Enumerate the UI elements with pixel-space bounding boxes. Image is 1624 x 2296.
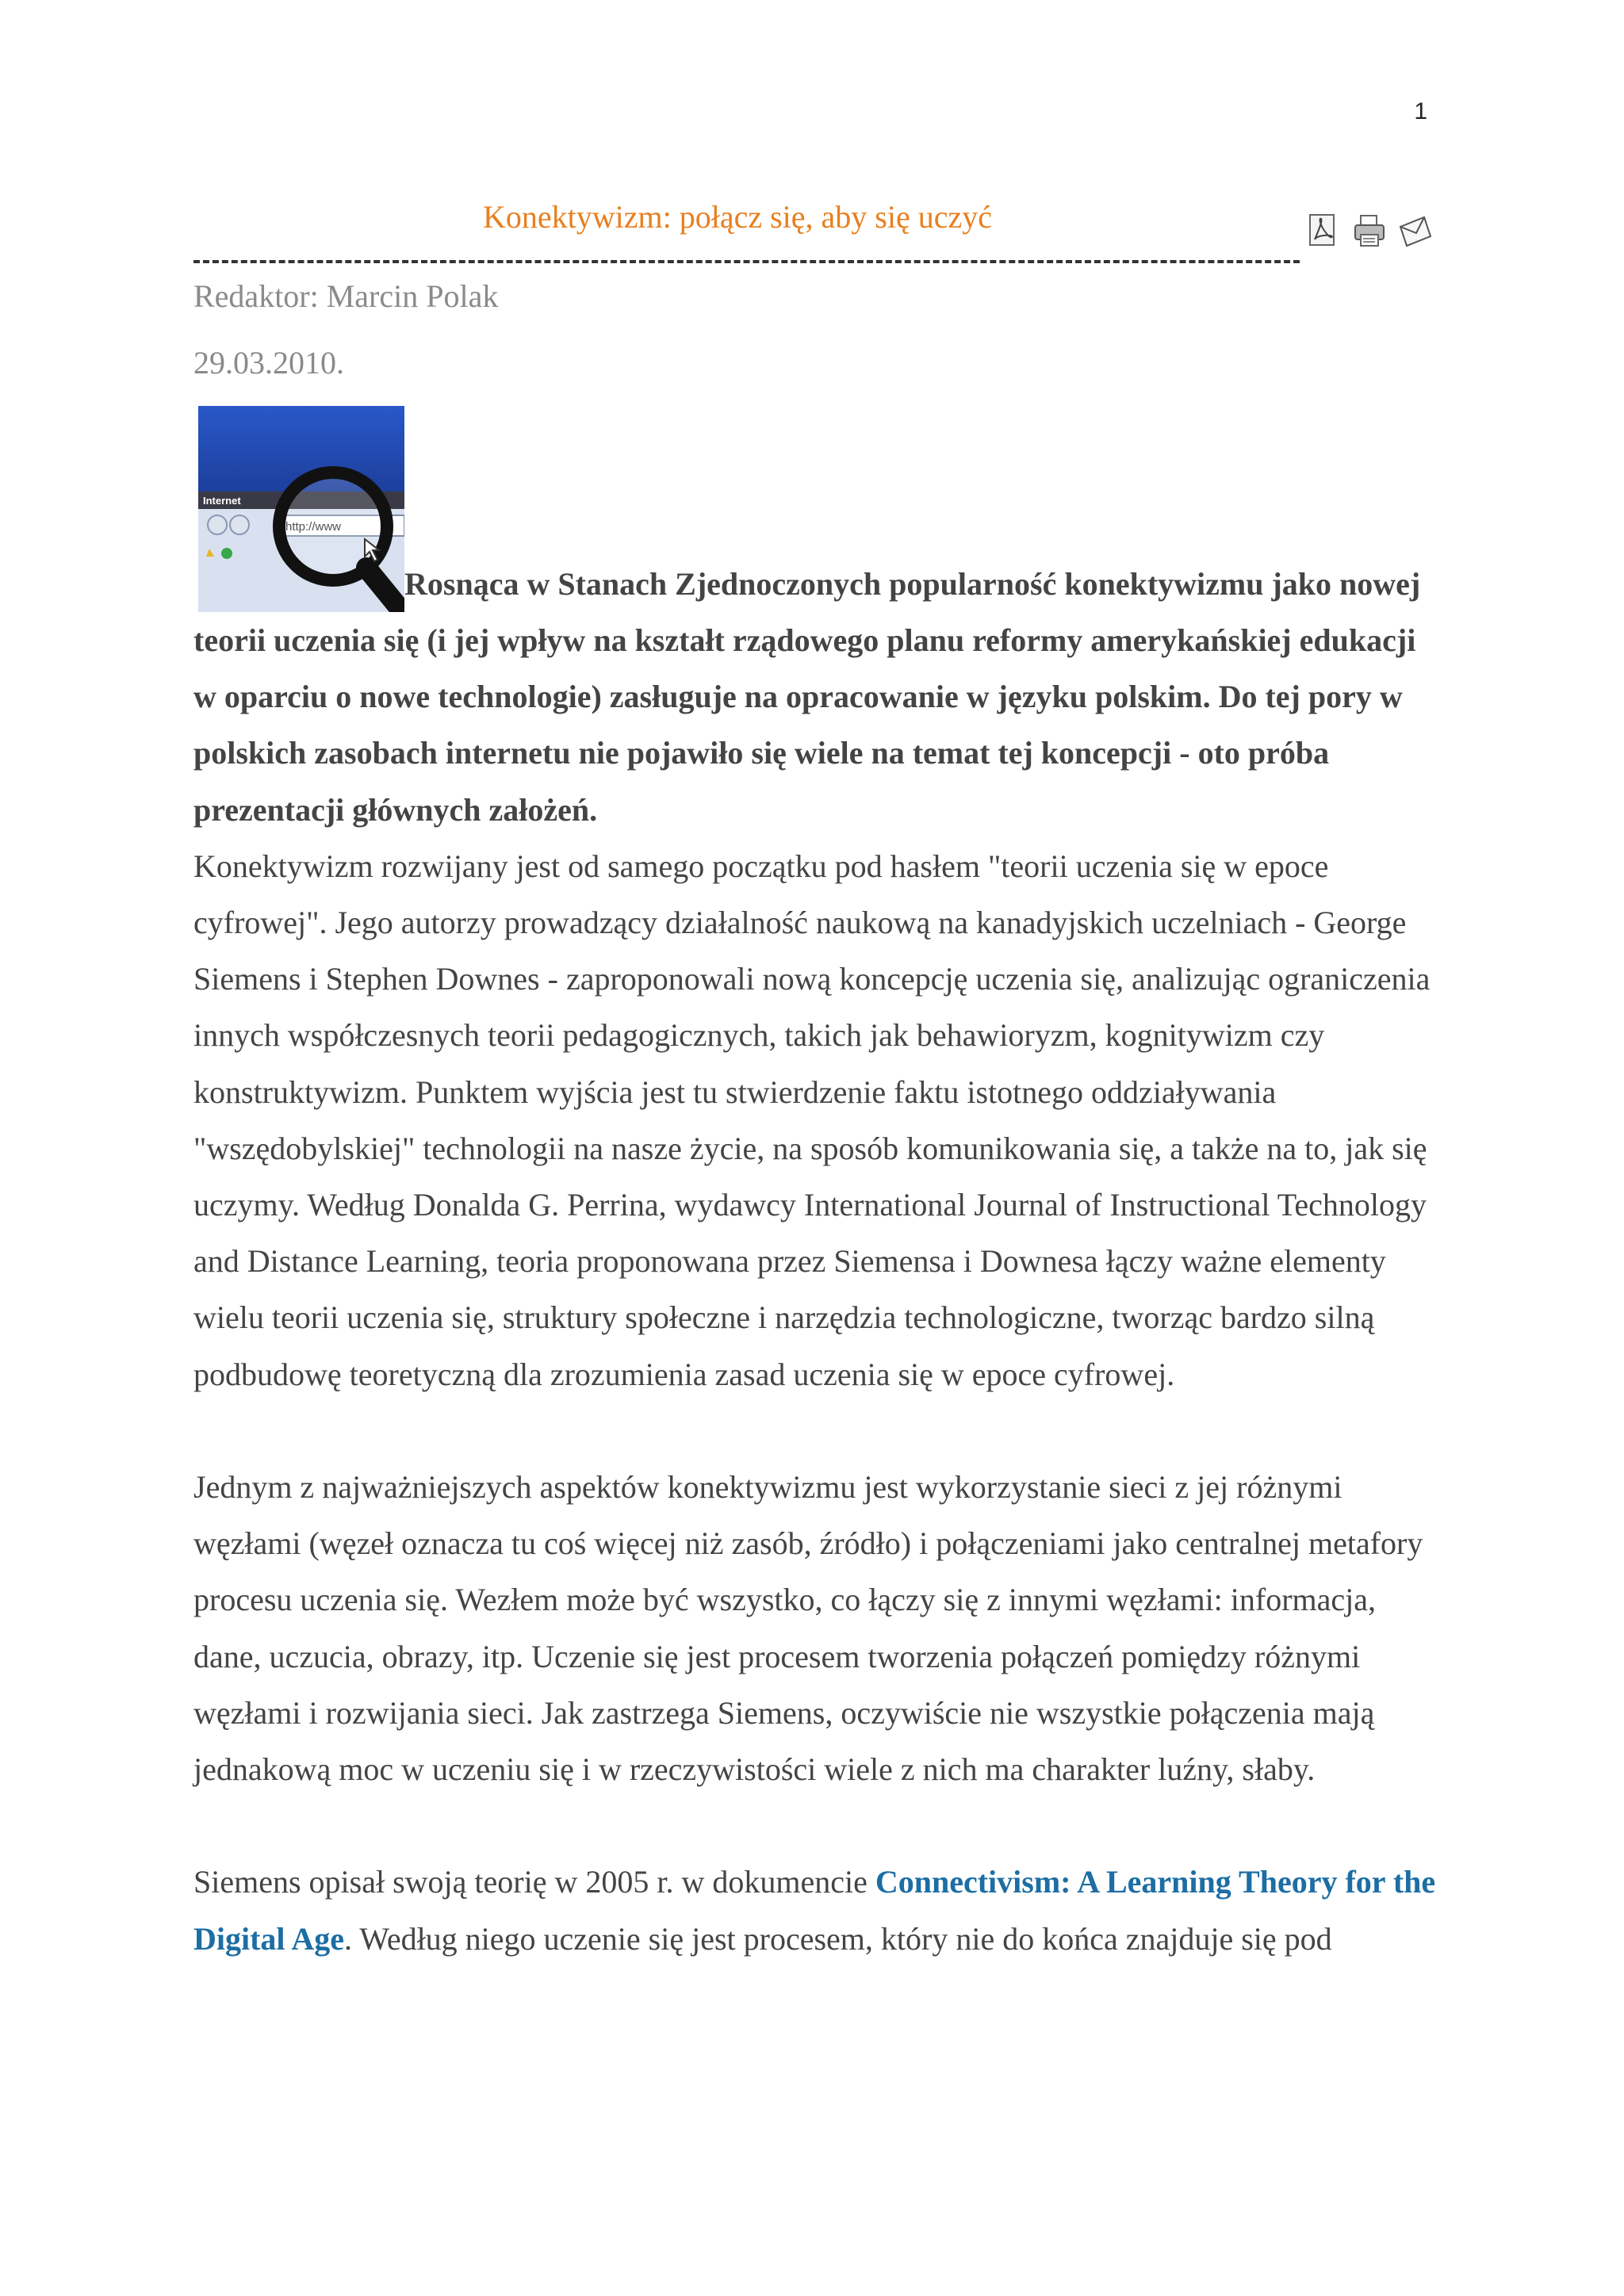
paragraph-1: Konektywizm rozwijany jest od samego początku pod hasłem "teorii uczenia się w epoce cyfrowej". Jego autorzy prowadzący działalność naukową na kanadyjskich uczelniach - George Siemens i Stephen Downes - zaproponowali nową koncepcję uczenia się, analizując ograniczenia innych współczesnych teorii pedagogicznych, takich jak behawioryzm, kognitywizm czy konstruktywizm. Punktem wyjścia jest tu stwierdzenie faktu istotnego oddziaływania "wszędobylskiej" technologii na nasze życie, na sposób komunikowania się, a także na to, jak się uczymy. Według Donalda G. Perrina, wydawcy International Journal of Instructional Technology and Distance Learning, teoria proponowana przez Siemensa i Downesa łączy ważne elementy wielu teorii uczenia się, struktury społeczne i narzędzia technologiczne, tworząc bardzo silną podbudowę teoretyczną dla zrozumienia zasad uczenia się w epoce cyfrowej.	[193, 848, 1431, 1392]
svg-text:Internet: Internet	[203, 495, 241, 507]
paragraph-3-end: . Według niego uczenie się jest procesem, który nie do końca znajduje się pod	[343, 1920, 1332, 1957]
pdf-icon[interactable]	[1305, 212, 1342, 249]
lead-paragraph	[193, 406, 1438, 838]
lead-text: Rosnąca w Stanach Zjednoczonych popularność konektywizmu jako nowej teorii uczenia się (i jej wpływ na kształt rządowego planu reformy amerykańskiej edukacji w oparciu o nowe technologie) zasługuje na opracowanie w języku polskim. Do tej pory w polskich zasobach internetu nie pojawiło się wiele na temat tej koncepcji - oto próba prezentacji głównych założeń.	[193, 565, 1421, 828]
article-header	[193, 195, 1437, 266]
paragraph-spacer	[193, 1402, 1438, 1459]
paragraph-3-start: Siemens opisał swoją teorię w 2005 r. w dokumencie	[193, 1864, 875, 1900]
email-icon[interactable]	[1397, 212, 1434, 249]
magnifier-internet-image	[198, 406, 404, 612]
print-icon[interactable]	[1351, 212, 1388, 249]
article-tools	[1305, 212, 1434, 249]
article-title: Konektywizm: połącz się, aby się uczyć	[483, 199, 992, 235]
paragraph-3	[193, 1854, 1438, 1966]
article-body	[193, 406, 1438, 1967]
paragraph-spacer	[193, 1797, 1438, 1854]
title-divider	[193, 260, 1300, 263]
page-number: 1	[1414, 98, 1427, 124]
connectivism-document-link[interactable]: Connectivism: A Learning Theory for the Digital Age	[193, 1864, 1436, 1957]
paragraph-2: Jednym z najważniejszych aspektów konektywizmu jest wykorzystanie sieci z jej różnymi węzłami (węzeł oznacza tu coś więcej niż zasób, źródło) i połączeniami jako centralnej metafory procesu uczenia się. Wezłem może być wszystko, co łączy się z innymi węzłami: informacja, dane, uczucia, obrazy, itp. Uczenie się jest procesem tworzenia połączeń pomiędzy różnymi węzłami i rozwijania sieci. Jak zastrzega Siemens, oczywiście nie wszystkie połączenia mają jednakową moc w uczeniu się i w rzeczywistości wiele z nich ma charakter luźny, słaby.	[193, 1469, 1423, 1788]
article-editor: Redaktor: Marcin Polak	[193, 278, 499, 314]
article-date: 29.03.2010.	[193, 345, 344, 381]
